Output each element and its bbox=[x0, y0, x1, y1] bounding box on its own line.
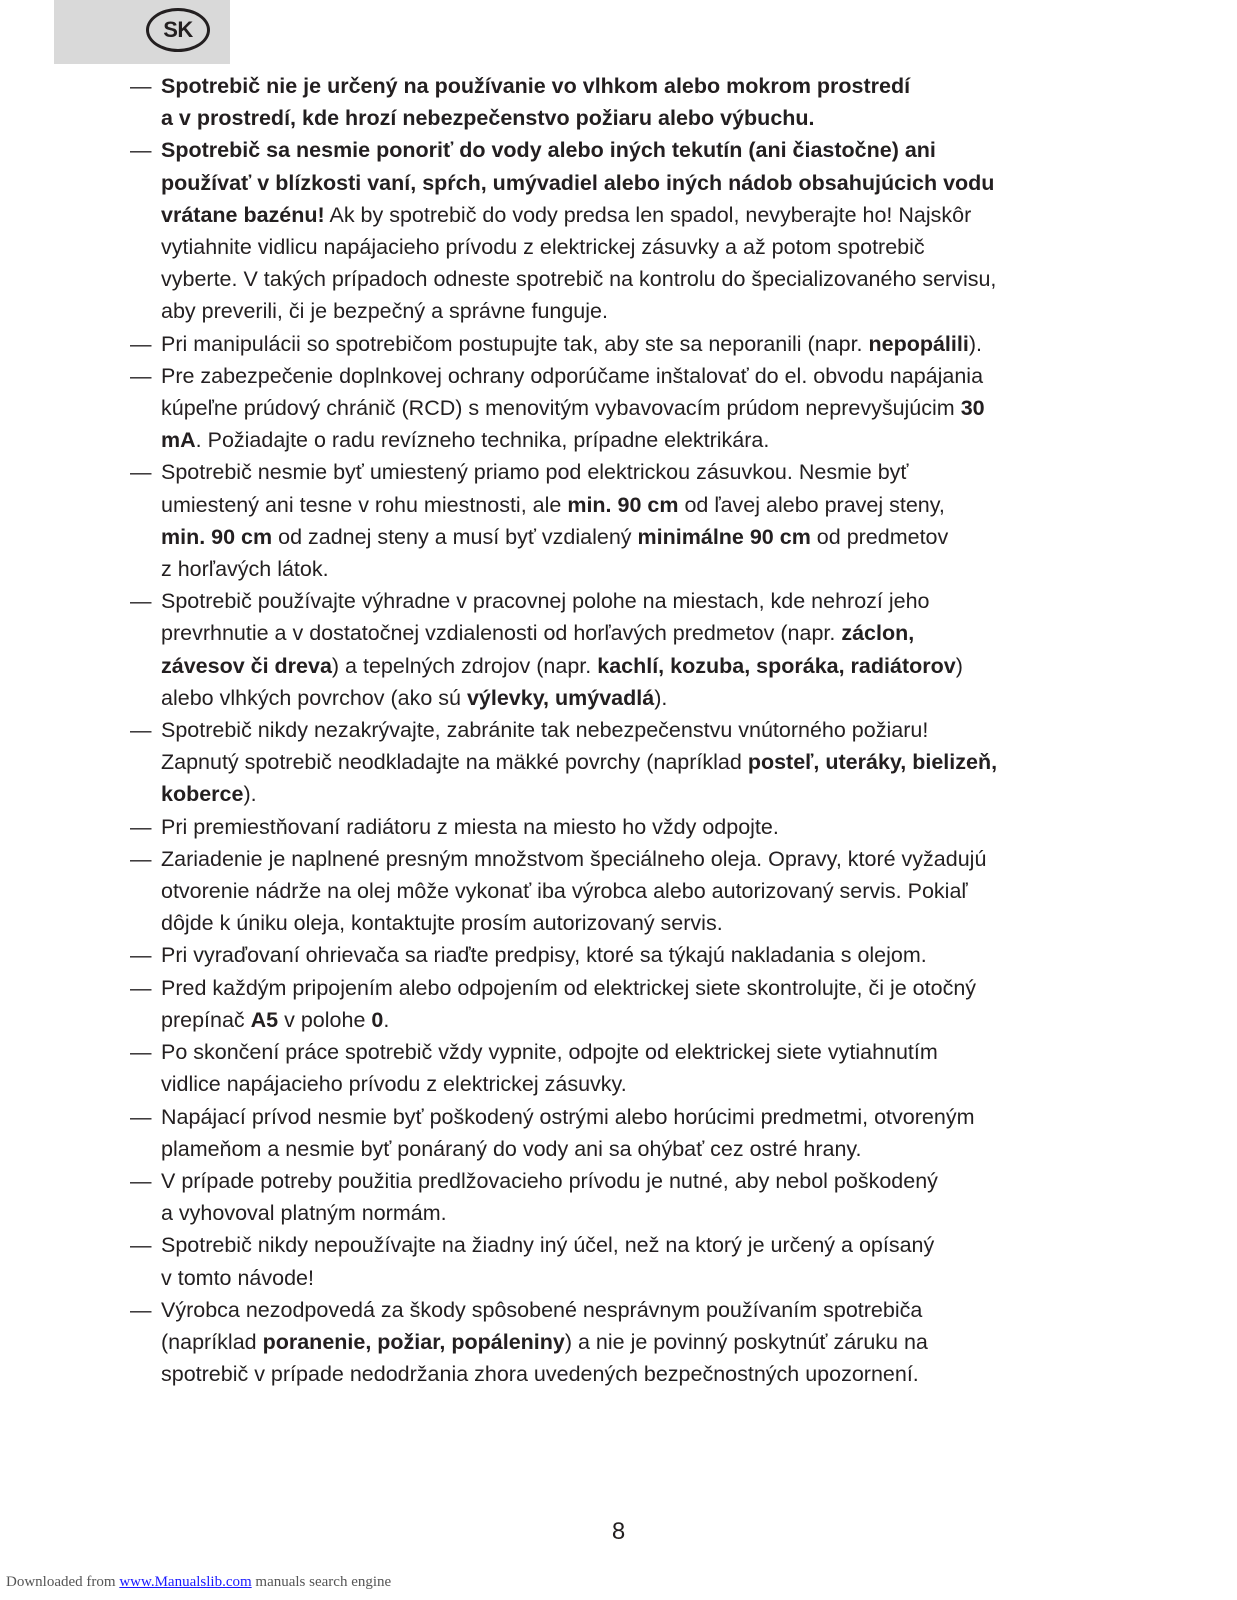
list-dash: — bbox=[130, 138, 152, 163]
list-item bbox=[130, 1036, 1120, 1100]
emphasis-text: A5 bbox=[250, 1007, 279, 1032]
list-item-text bbox=[161, 1165, 1120, 1229]
list-item bbox=[130, 843, 1120, 940]
list-dash: — bbox=[130, 589, 152, 614]
emphasis-text: 0 bbox=[371, 1007, 384, 1032]
text-run: Výrobca nezodpovedá za škody spôsobené nesprávnym používaním spotrebiča (napríklad bbox=[161, 1297, 923, 1354]
list-dash: — bbox=[130, 331, 152, 356]
list-item-text bbox=[161, 1229, 1120, 1293]
list-item bbox=[130, 456, 1120, 585]
emphasis-text: nepopálili bbox=[868, 331, 969, 356]
list-item bbox=[130, 811, 1120, 843]
list-item-text bbox=[161, 328, 1120, 360]
emphasis-text: Spotrebič nie je určený na používanie vo vlhkom alebo mokrom prostredí a v prostredí, kde hrozí nebezpečenstvo požiaru alebo výbuchu. bbox=[161, 74, 911, 131]
list-dash: — bbox=[130, 975, 152, 1000]
text-run: V prípade potreby použitia predlžovacieho prívodu je nutné, aby nebol poškodený a vyhovoval platným normám. bbox=[161, 1168, 938, 1226]
text-run: Pred každým pripojením alebo odpojením od elektrickej siete skontrolujte, či je otočný prepínač bbox=[161, 975, 977, 1032]
text-run: Spotrebič používajte výhradne v pracovnej polohe na miestach, kde nehrozí jeho prevrhnutie a v dostatočnej vzdialenosti od horľavých predmetov (napr. bbox=[161, 589, 930, 646]
emphasis-text: kachlí, kozuba, sporáka, radiátorov bbox=[597, 653, 956, 678]
text-run: Spotrebič nikdy nepoužívajte na žiadny iný účel, než na ktorý je určený a opísaný v tomto návode! bbox=[161, 1233, 935, 1290]
emphasis-text: Spotrebič sa nesmie ponoriť do vody alebo iných tekutín (ani čiastočne) ani používať v blízkosti vaní, spŕch, umývadiel alebo iných nádob obsahujúcich vodu vrátane bazénu! bbox=[161, 138, 995, 227]
list-item bbox=[130, 939, 1120, 971]
list-dash: — bbox=[130, 718, 152, 743]
list-dash: — bbox=[130, 1168, 152, 1193]
text-run: Spotrebič nesmie byť umiestený priamo pod elektrickou zásuvkou. Nesmie byť umiestený ani tesne v rohu miestnosti, ale bbox=[161, 460, 909, 517]
text-run: Napájací prívod nesmie byť poškodený ostrými alebo horúcimi predmetmi, otvoreným plameňom a nesmie byť ponáraný do vody ani sa ohýbať cez ostré hrany. bbox=[161, 1104, 975, 1161]
text-run: Pre zabezpečenie doplnkovej ochrany odporúčame inštalovať do el. obvodu napájania kúpeľne prúdový chránič (RCD) s menovitým vybavovacím prúdom neprevyšujúcim bbox=[161, 363, 984, 421]
text-run: ). bbox=[243, 782, 257, 807]
text-run: Po skončení práce spotrebič vždy vypnite, odpojte od elektrickej siete vytiahnutím vidlice napájacieho prívodu z elektrickej zásuvky. bbox=[161, 1040, 938, 1097]
list-item-text bbox=[161, 1036, 1120, 1100]
list-item-text bbox=[161, 811, 1120, 843]
emphasis-text: min. 90 cm bbox=[567, 492, 679, 517]
list-item-text bbox=[161, 1101, 1120, 1165]
list-dash: — bbox=[130, 943, 152, 968]
list-item bbox=[130, 972, 1120, 1036]
list-dash: — bbox=[130, 1104, 152, 1129]
list-item bbox=[130, 70, 1120, 134]
download-footer bbox=[6, 1574, 391, 1591]
list-item bbox=[130, 1101, 1120, 1165]
text-run: od zadnej steny a musí byť vzdialený bbox=[272, 524, 638, 549]
language-badge bbox=[146, 8, 210, 52]
list-item bbox=[130, 1229, 1120, 1293]
text-run: Pri premiestňovaní radiátoru z miesta na miesto ho vždy odpojte. bbox=[161, 814, 779, 839]
list-item bbox=[130, 585, 1120, 714]
list-item bbox=[130, 714, 1120, 811]
text-run: od predmetov z horľavých látok. bbox=[161, 524, 949, 582]
emphasis-text: poranenie, požiar, popáleniny bbox=[262, 1329, 565, 1354]
emphasis-text: 30 mA bbox=[161, 396, 985, 453]
list-item-text bbox=[161, 585, 1120, 714]
footer-prefix: Downloaded from bbox=[6, 1574, 120, 1590]
text-run: ) alebo vlhkých povrchov (ako sú bbox=[161, 653, 963, 710]
list-dash: — bbox=[130, 1297, 152, 1322]
list-dash: — bbox=[130, 460, 152, 485]
text-run: ) a nie je povinný poskytnúť záruku na spotrebič v prípade nedodržania zhora uvedených bezpečnostných upozornení. bbox=[161, 1329, 928, 1387]
text-run: . bbox=[383, 1007, 390, 1032]
list-dash: — bbox=[130, 1233, 152, 1258]
list-dash: — bbox=[130, 74, 152, 98]
emphasis-text: minimálne 90 cm bbox=[637, 524, 811, 549]
language-code: SK bbox=[163, 17, 193, 42]
list-dash: — bbox=[130, 814, 152, 839]
text-run: ) a tepelných zdrojov (napr. bbox=[331, 653, 598, 678]
list-item-text bbox=[161, 1294, 1120, 1391]
list-item-text bbox=[161, 70, 1120, 134]
list-item-text bbox=[161, 134, 1120, 327]
list-item-text bbox=[161, 972, 1120, 1036]
text-run: Pri vyraďovaní ohrievača sa riaďte predpisy, ktoré sa týkajú nakladania s olejom. bbox=[161, 943, 927, 968]
footer-suffix: manuals search engine bbox=[251, 1574, 392, 1590]
text-run: od ľavej alebo pravej steny, bbox=[678, 492, 945, 517]
list-item-text bbox=[161, 939, 1120, 971]
list-item bbox=[130, 360, 1120, 457]
list-item-text bbox=[161, 714, 1120, 811]
safety-instructions-list bbox=[130, 70, 1120, 1390]
list-item bbox=[130, 1294, 1120, 1391]
page-number: 8 bbox=[611, 1518, 626, 1545]
text-run: Pri manipulácii so spotrebičom postupujte tak, aby ste sa neporanili (napr. bbox=[161, 331, 869, 356]
list-dash: — bbox=[130, 1040, 152, 1065]
text-run: Ak by spotrebič do vody predsa len spadol, nevyberajte ho! Najskôr vytiahnite vidlicu napájacieho prívodu z elektrickej zásuvky a až potom spotrebič vyberte. V takých prípadoch odneste spotrebič na kontrolu do špecializovaného servisu, aby preverili, či je bezpečný a správne funguje. bbox=[161, 202, 997, 324]
emphasis-text: posteľ, uteráky, bielizeň, koberce bbox=[161, 750, 998, 807]
list-item bbox=[130, 1165, 1120, 1229]
list-item bbox=[130, 134, 1120, 327]
list-dash: — bbox=[130, 846, 152, 871]
text-run: Spotrebič nikdy nezakrývajte, zabránite tak nebezpečenstvu vnútorného požiaru! Zapnutý spotrebič neodkladajte na mäkké povrchy (napríklad bbox=[161, 718, 929, 775]
language-tab bbox=[54, 0, 230, 64]
text-run: Zariadenie je naplnené presným množstvom špeciálneho oleja. Opravy, ktoré vyžadujú otvorenie nádrže na olej môže vykonať iba výrobca alebo autorizovaný servis. Pokiaľ dôjde k úniku oleja, kontaktujte prosím autorizovaný servis. bbox=[161, 846, 987, 936]
list-item bbox=[130, 328, 1120, 360]
text-run: ). bbox=[968, 331, 982, 356]
emphasis-text: min. 90 cm bbox=[161, 524, 273, 549]
emphasis-text: záclon, závesov či dreva bbox=[161, 621, 915, 678]
text-run: . Požiadajte o radu revízneho technika, prípadne elektrikára. bbox=[195, 428, 770, 453]
manualslib-link[interactable]: www.Manualslib.com bbox=[119, 1574, 252, 1590]
list-dash: — bbox=[130, 363, 152, 388]
text-run: v polohe bbox=[278, 1007, 372, 1032]
list-item-text bbox=[161, 456, 1120, 585]
list-item-text bbox=[161, 360, 1120, 457]
list-item-text bbox=[161, 843, 1120, 940]
text-run: ). bbox=[654, 685, 668, 710]
emphasis-text: výlevky, umývadlá bbox=[466, 685, 655, 710]
